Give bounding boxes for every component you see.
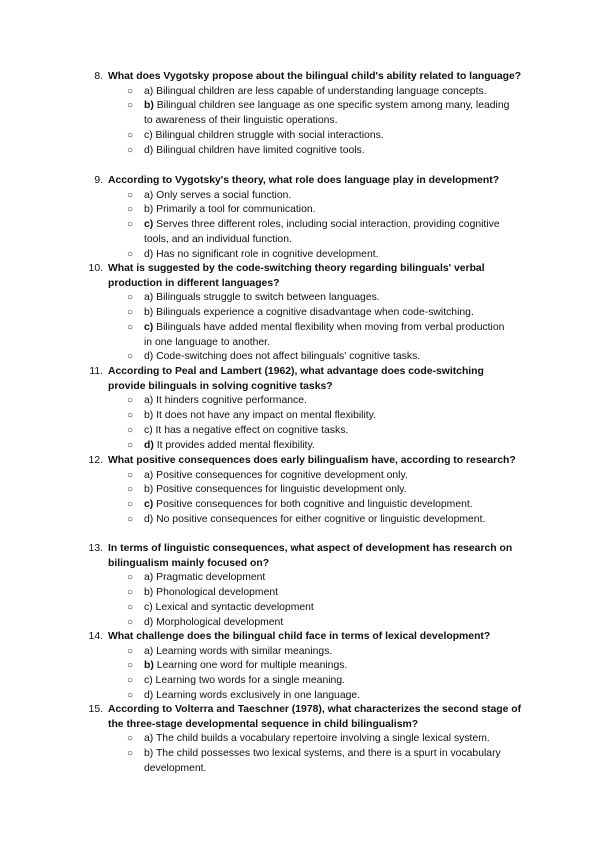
bullet-icon: ○ (127, 219, 134, 231)
bullet-icon: ○ (127, 748, 134, 760)
option-list (84, 85, 524, 159)
option-text: The child builds a vocabulary repertoire involving a single lexical system. (155, 733, 490, 745)
option-letter: d) (144, 513, 154, 525)
option-text: Code-switching does not affect bilinguals' cognitive tasks. (156, 351, 421, 363)
option-letter: c) (144, 219, 154, 231)
option-letter: d) (144, 689, 154, 701)
option-letter: d) (144, 351, 154, 363)
option-text: Serves three different roles, including social interaction, providing cognitive tools, and an individual function. (144, 219, 500, 245)
question-text: According to Peal and Lambert (1962), what advantage does code-switching provide bilinguals in solving cognitive tasks? (108, 366, 484, 392)
option-text: Has no significant role in cognitive development. (156, 248, 379, 260)
question-text: What challenge does the bilingual child face in terms of lexical development? (108, 631, 491, 642)
option-letter: a) (144, 395, 154, 407)
option-c (127, 601, 514, 616)
option-a (127, 85, 514, 100)
option-letter: c) (144, 675, 153, 687)
option-list (84, 291, 524, 365)
question-number: 8. (94, 71, 103, 82)
option-a (127, 469, 514, 484)
option-d (127, 439, 514, 454)
question-text: What does Vygotsky propose about the bilingual child's ability related to language? (108, 71, 522, 82)
question-number: 14. (88, 631, 103, 642)
bullet-icon: ○ (127, 733, 134, 745)
option-text: It does not have any impact on mental flexibility. (156, 410, 376, 422)
option-list (84, 394, 524, 453)
option-list (84, 469, 524, 528)
option-d (127, 248, 514, 263)
question-number: 13. (88, 543, 103, 554)
option-b (127, 586, 514, 601)
bullet-icon: ○ (127, 499, 134, 511)
bullet-icon: ○ (127, 424, 134, 436)
option-letter: c) (144, 601, 153, 613)
option-c (127, 218, 514, 247)
option-text: Positive consequences for linguistic development only. (156, 484, 407, 496)
option-letter: b) (144, 204, 154, 216)
question-8 (84, 70, 524, 158)
bullet-icon: ○ (127, 100, 134, 112)
bullet-icon: ○ (127, 484, 134, 496)
option-a (127, 732, 514, 747)
question-number: 9. (94, 175, 103, 186)
option-text: No positive consequences for either cognitive or linguistic development. (156, 513, 486, 525)
option-d (127, 350, 514, 365)
option-letter: a) (144, 469, 154, 481)
option-list (84, 571, 524, 630)
question-15 (84, 703, 524, 777)
bullet-icon: ○ (127, 689, 134, 701)
option-b (127, 203, 514, 218)
question-number: 10. (88, 263, 103, 274)
question-text: According to Vygotsky's theory, what role does language play in development? (108, 175, 500, 186)
option-a (127, 645, 514, 660)
option-letter: b) (144, 410, 154, 422)
option-text: Bilingual children have limited cognitive tools. (156, 144, 365, 156)
option-text: The child possesses two lexical systems, and there is a spurt in vocabulary development. (144, 748, 501, 774)
bullet-icon: ○ (127, 204, 134, 216)
question-number: 11. (89, 366, 103, 377)
option-letter: d) (144, 439, 154, 451)
option-c (127, 129, 514, 144)
bullet-icon: ○ (127, 513, 134, 525)
bullet-icon: ○ (127, 587, 134, 599)
bullet-icon: ○ (127, 660, 134, 672)
bullet-icon: ○ (127, 292, 134, 304)
bullet-icon: ○ (127, 616, 134, 628)
bullet-icon: ○ (127, 85, 134, 97)
option-text: Learning two words for a single meaning. (155, 675, 345, 687)
option-text: Learning one word for multiple meanings. (156, 660, 348, 672)
bullet-icon: ○ (127, 129, 134, 141)
option-b (127, 747, 514, 776)
bullet-icon: ○ (127, 351, 134, 363)
option-text: Bilingual children see language as one specific system among many, leading to awareness of their linguistic operations. (144, 100, 510, 127)
option-a (127, 291, 514, 306)
option-c (127, 321, 514, 350)
option-c (127, 674, 514, 689)
option-letter: d) (144, 616, 154, 628)
option-text: Primarily a tool for communication. (156, 204, 316, 216)
option-text: Positive consequences for cognitive development only. (156, 469, 408, 481)
option-text: Bilinguals have added mental flexibility when moving from verbal production in one language to another. (144, 321, 505, 348)
option-text: Bilinguals experience a cognitive disadvantage when code-switching. (156, 307, 474, 319)
question-12 (84, 454, 524, 528)
option-text: Bilingual children struggle with social interactions. (155, 129, 384, 141)
question-10 (84, 262, 524, 365)
option-text: It has a negative effect on cognitive tasks. (155, 424, 349, 436)
bullet-icon: ○ (127, 410, 134, 422)
question-text: What is suggested by the code-switching theory regarding bilinguals' verbal production in different languages? (108, 263, 485, 289)
bullet-icon: ○ (127, 189, 134, 201)
option-letter: c) (144, 321, 154, 333)
option-text: Positive consequences for both cognitive and linguistic development. (156, 499, 473, 511)
bullet-icon: ○ (127, 645, 134, 657)
bullet-icon: ○ (127, 395, 134, 407)
option-letter: a) (144, 572, 154, 584)
option-letter: c) (144, 129, 153, 141)
option-text: Morphological development (156, 616, 284, 628)
option-letter: d) (144, 144, 154, 156)
option-a (127, 571, 514, 586)
option-letter: a) (144, 189, 154, 201)
option-text: It hinders cognitive performance. (156, 395, 307, 407)
option-b (127, 659, 514, 674)
question-text: In terms of linguistic consequences, what aspect of development has research on bilingualism mainly focused on? (108, 543, 513, 569)
option-text: Learning words exclusively in one language. (156, 689, 361, 701)
question-text: According to Volterra and Taeschner (1978), what characterizes the second stage of the three-stage developmental sequence in child bilingualism? (108, 704, 522, 730)
question-11 (84, 365, 524, 453)
option-letter: c) (144, 424, 153, 436)
option-letter: d) (144, 248, 154, 260)
option-list (84, 189, 524, 263)
option-letter: b) (144, 587, 154, 599)
bullet-icon: ○ (127, 439, 134, 451)
bullet-icon: ○ (127, 248, 134, 260)
option-letter: c) (144, 499, 154, 511)
option-letter: a) (144, 292, 154, 304)
question-number: 12. (88, 455, 103, 466)
option-text: It provides added mental flexibility. (156, 439, 315, 451)
option-letter: a) (144, 733, 154, 745)
option-list (84, 732, 524, 776)
option-text: Phonological development (156, 587, 279, 599)
option-letter: a) (144, 85, 154, 97)
bullet-icon: ○ (127, 307, 134, 319)
bullet-icon: ○ (127, 675, 134, 687)
bullet-icon: ○ (127, 601, 134, 613)
bullet-icon: ○ (127, 572, 134, 584)
question-13 (84, 542, 524, 630)
option-c (127, 498, 514, 513)
option-text: Bilingual children are less capable of understanding language concepts. (156, 85, 487, 97)
option-d (127, 144, 514, 159)
option-b (127, 409, 514, 424)
option-text: Pragmatic development (156, 572, 266, 584)
bullet-icon: ○ (127, 469, 134, 481)
option-b (127, 306, 514, 321)
option-letter: a) (144, 645, 154, 657)
option-d (127, 616, 514, 631)
option-letter: b) (144, 748, 154, 760)
option-letter: b) (144, 660, 154, 672)
option-a (127, 189, 514, 204)
option-c (127, 424, 514, 439)
option-d (127, 513, 514, 528)
option-text: Learning words with similar meanings. (156, 645, 333, 657)
option-b (127, 483, 514, 498)
question-9 (84, 174, 524, 262)
bullet-icon: ○ (127, 321, 134, 333)
option-b (127, 99, 514, 128)
option-letter: b) (144, 484, 154, 496)
question-number: 15. (88, 704, 103, 715)
option-list (84, 645, 524, 704)
question-text: What positive consequences does early bilingualism have, according to research? (108, 455, 516, 466)
option-letter: b) (144, 307, 154, 319)
bullet-icon: ○ (127, 144, 134, 156)
option-letter: b) (144, 100, 154, 112)
option-a (127, 394, 514, 409)
option-d (127, 689, 514, 704)
option-text: Lexical and syntactic development (155, 601, 314, 613)
question-14 (84, 630, 524, 704)
option-text: Only serves a social function. (156, 189, 292, 201)
option-text: Bilinguals struggle to switch between languages. (156, 292, 380, 304)
